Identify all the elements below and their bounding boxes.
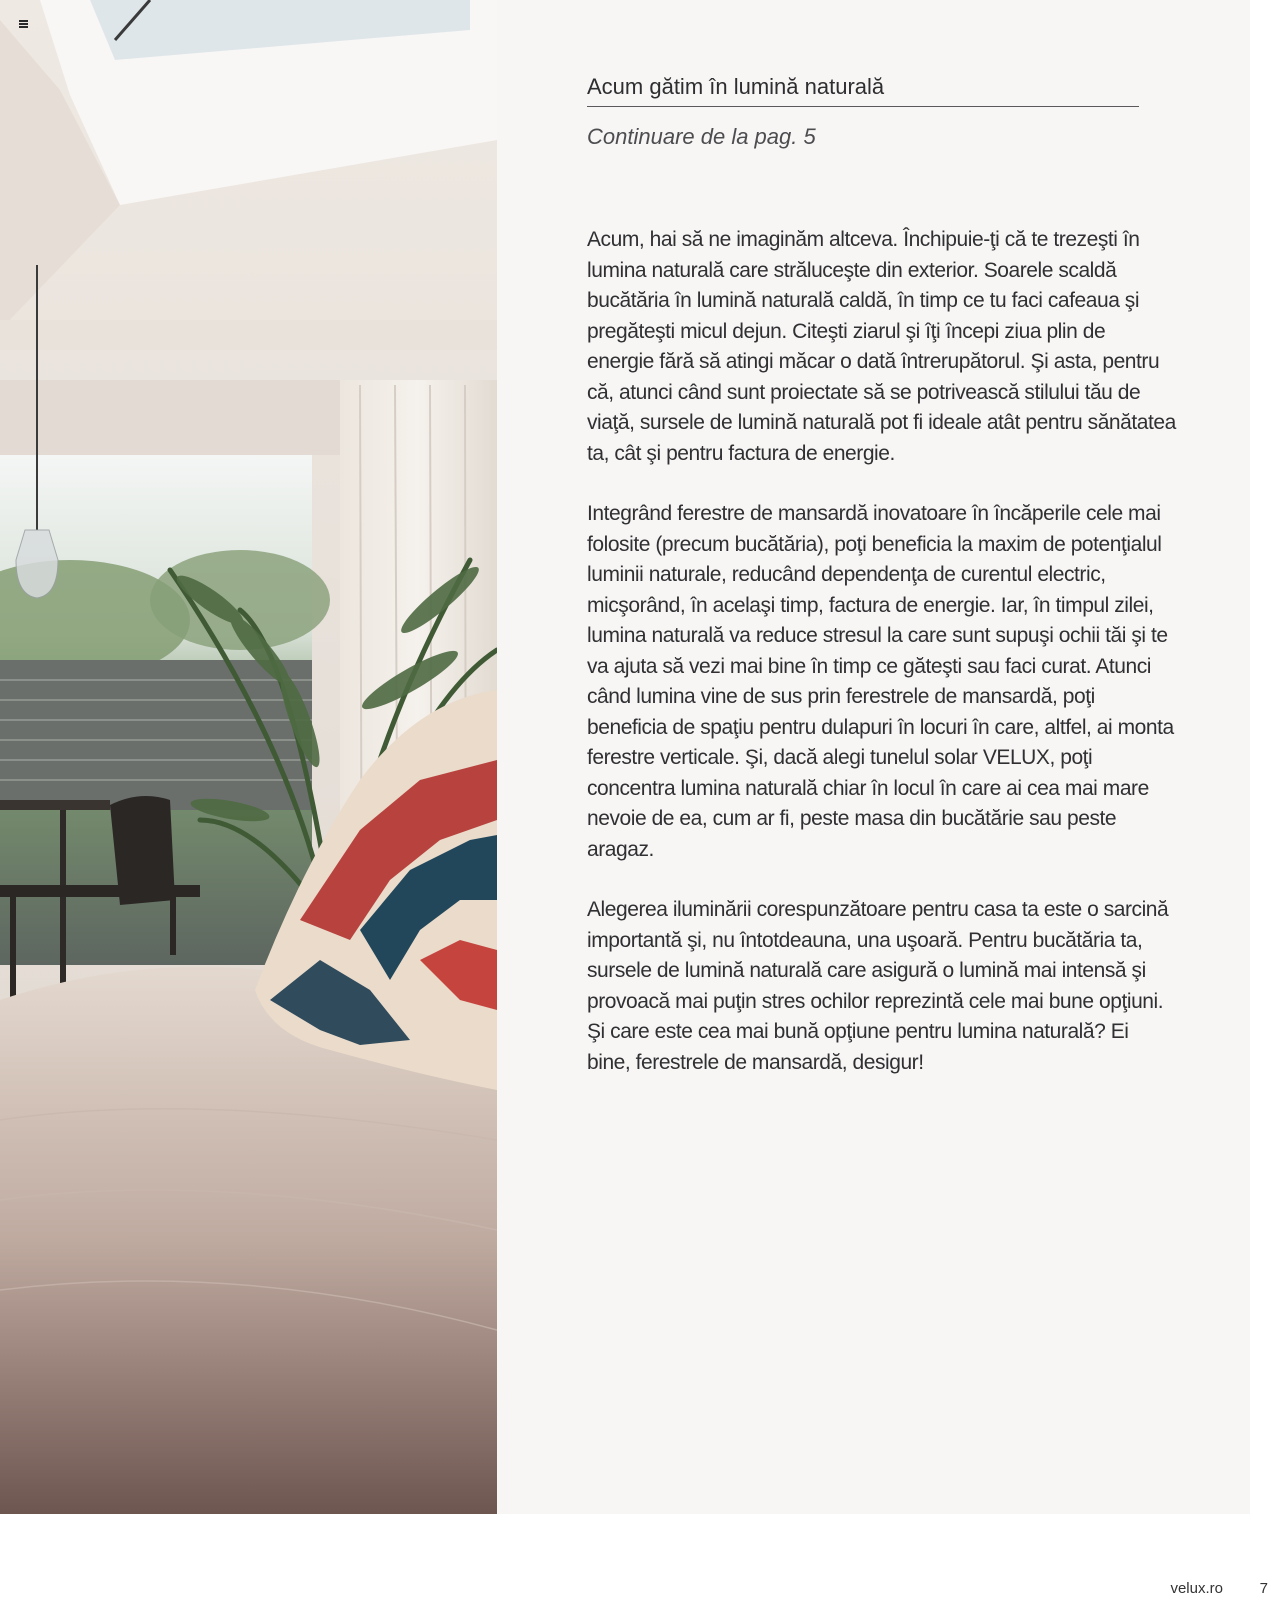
article-paragraph: Acum, hai să ne imaginăm altceva. Închipuie-ţi că te trezeşti în lumina naturală care străluceşte din exterior. Soarele scaldă bucătăria în lumină naturală caldă, în timp ce tu faci cafeaua şi pregăteşti micul dejun. Citeşti ziarul şi îţi începi ziua plin de energie fără să atingi măcar o dată întrerupătorul. Şi asta, pentru că, atunci când sunt proiectate să se potrivească stilului tău de viaţă, sursele de lumină naturală pot fi ideale atât pentru sănătatea ta, cât şi pentru factura de energie. [587, 228, 1176, 465]
article-body [587, 225, 1177, 1108]
page-number: 7 [1259, 1580, 1268, 1597]
article-subtitle: Continuare de la pag. 5 [587, 124, 816, 149]
article-title: Acum gătim în lumină naturală [587, 72, 1139, 107]
footer-site[interactable]: velux.ro [1170, 1580, 1223, 1597]
article-panel [497, 0, 1250, 1514]
kitchen-photo-illustration [0, 0, 497, 1514]
menu-icon[interactable] [19, 20, 28, 28]
kitchen-photo [0, 0, 497, 1514]
article-paragraph: Integrând ferestre de mansardă inovatoare în încăperile cele mai folosite (precum bucătăria), poţi beneficia la maxim de potenţialul luminii naturale, reducând dependenţa de curentul electric, micşorând, în acelaşi timp, factura de energie. Iar, în timpul zilei, lumina naturală va reduce stresul la care sunt supuşi ochii tăi şi te va ajuta să vezi mai bine în timp ce găteşti sau faci curat. Atunci când lumina vine de sus prin ferestrele de mansardă, poţi beneficia de spaţiu pentru dulapuri în locuri în care, altfel, ai monta ferestre verticale. Şi, dacă alegi tunelul solar VELUX, poţi concentra lumina naturală chiar în locul în care ai cea mai mare nevoie de ea, cum ar fi, peste masa din bucătărie sau peste aragaz. [587, 502, 1174, 861]
article-paragraph: Alegerea iluminării corespunzătoare pentru casa ta este o sarcină importantă şi, nu întotdeauna, una uşoară. Pentru bucătăria ta, sursele de lumină naturală care asigură o lumină mai intensă şi provoacă mai puţin stres ochilor reprezintă cele mai bune opţiuni. Şi care este cea mai bună opţiune pentru lumina naturală? Ei bine, ferestrele de mansardă, desigur! [587, 898, 1169, 1074]
